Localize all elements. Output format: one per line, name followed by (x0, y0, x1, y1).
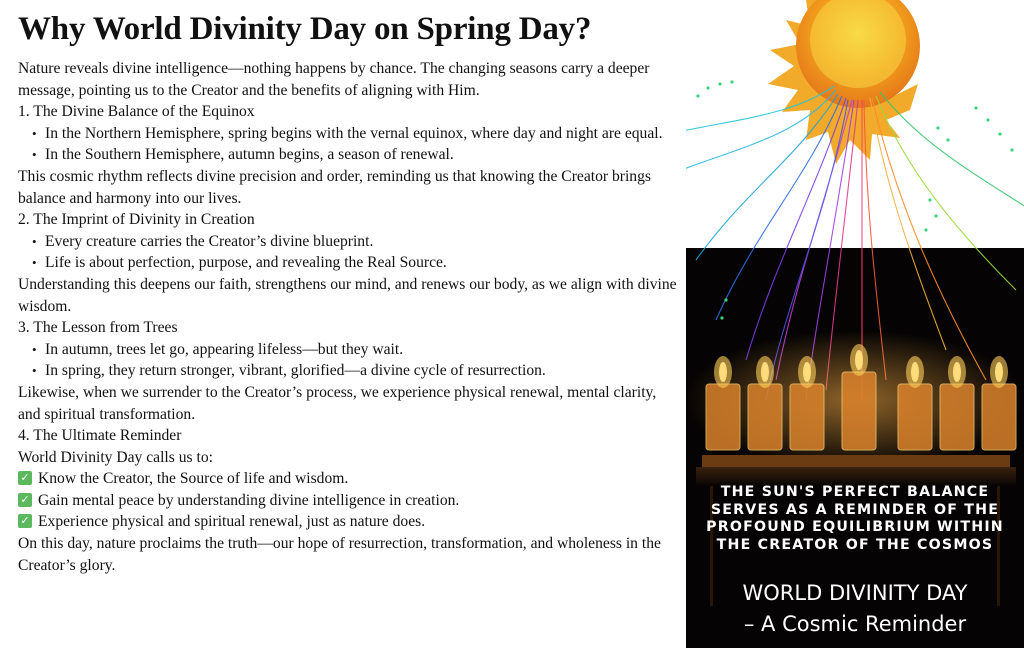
bullet-dot-icon: • (32, 147, 37, 163)
poster-image (686, 0, 1024, 648)
section-paragraph: Understanding this deepens our faith, strengthens our mind, and renews our body, as we align with divine wisdom. (18, 275, 677, 315)
article (18, 0, 678, 576)
poster-tagline (686, 484, 1024, 554)
checklist-lead: World Divinity Day calls us to: (18, 448, 213, 466)
checklist-text: Experience physical and spiritual renewal, just as nature does. (38, 513, 426, 531)
list-item (18, 252, 678, 274)
section-paragraph: This cosmic rhythm reflects divine precision and order, reminding us that knowing the Creator brings balance and harmony into our lives. (18, 167, 651, 207)
poster-title-line: – A Cosmic Reminder (743, 612, 967, 636)
poster-title-line: WORLD DIVINITY DAY (742, 581, 968, 605)
tagline-line: SERVES AS A REMINDER OF THE (710, 501, 1000, 518)
list-item-text: In autumn, trees let go, appearing lifeless—but they wait. (45, 340, 404, 358)
checklist-text: Gain mental peace by understanding divine intelligence in creation. (38, 491, 460, 509)
bullet-dot-icon: • (32, 233, 37, 249)
tagline-line: THE SUN'S PERFECT BALANCE (720, 484, 990, 500)
checklist-item (18, 468, 678, 490)
tagline-line: THE CREATOR OF THE COSMOS (716, 536, 994, 553)
tagline-line: PROFOUND EQUILIBRIUM WITHIN (706, 519, 1004, 535)
bullet-dot-icon: • (32, 363, 37, 379)
section-2 (18, 209, 678, 317)
list-item (18, 144, 678, 166)
section-4 (18, 425, 678, 576)
list-item-text: Life is about perfection, purpose, and revealing the Real Source. (45, 254, 447, 272)
section-heading: 4. The Ultimate Reminder (18, 427, 182, 445)
list-item-text: In spring, they return stronger, vibrant, glorified—a divine cycle of resurrection. (45, 362, 546, 380)
section-3 (18, 317, 678, 425)
list-item-text: Every creature carries the Creator’s divine blueprint. (45, 232, 374, 250)
list-item-text: In the Southern Hemisphere, autumn begins, a season of renewal. (45, 146, 454, 164)
bullet-list (18, 339, 678, 382)
section-heading: 3. The Lesson from Trees (18, 319, 178, 337)
poster-title (686, 578, 1024, 640)
section-heading: 1. The Divine Balance of the Equinox (18, 103, 255, 121)
list-item (18, 339, 678, 361)
section-heading: 2. The Imprint of Divinity in Creation (18, 211, 255, 229)
bullet-list (18, 123, 678, 166)
section-1 (18, 101, 678, 209)
check-box-icon: ✓ (18, 493, 32, 507)
list-item (18, 360, 678, 382)
bullet-dot-icon: • (32, 125, 37, 141)
check-box-icon: ✓ (18, 514, 32, 528)
bullet-list (18, 231, 678, 274)
list-item (18, 231, 678, 253)
bullet-dot-icon: • (32, 341, 37, 357)
checklist-item (18, 511, 678, 533)
checklist-text: Know the Creator, the Source of life and wisdom. (38, 470, 349, 488)
section-paragraph: Likewise, when we surrender to the Creator’s process, we experience physical renewal, mental clarity, and spiritual transformation. (18, 383, 657, 423)
closing-paragraph: On this day, nature proclaims the truth—our hope of resurrection, transformation, and wholeness in the Creator’s glory. (18, 535, 661, 574)
check-box-icon: ✓ (18, 471, 32, 485)
list-item-text: In the Northern Hemisphere, spring begins with the vernal equinox, where day and night are equal. (45, 124, 663, 142)
list-item (18, 123, 678, 145)
intro-paragraph: Nature reveals divine intelligence—nothing happens by chance. The changing seasons carry a deeper message, pointing us to the Creator and the benefits of aligning with Him. (18, 60, 650, 99)
bullet-dot-icon: • (32, 255, 37, 271)
checklist-item (18, 490, 678, 512)
article-title: Why World Divinity Day on Spring Day? (18, 11, 592, 47)
